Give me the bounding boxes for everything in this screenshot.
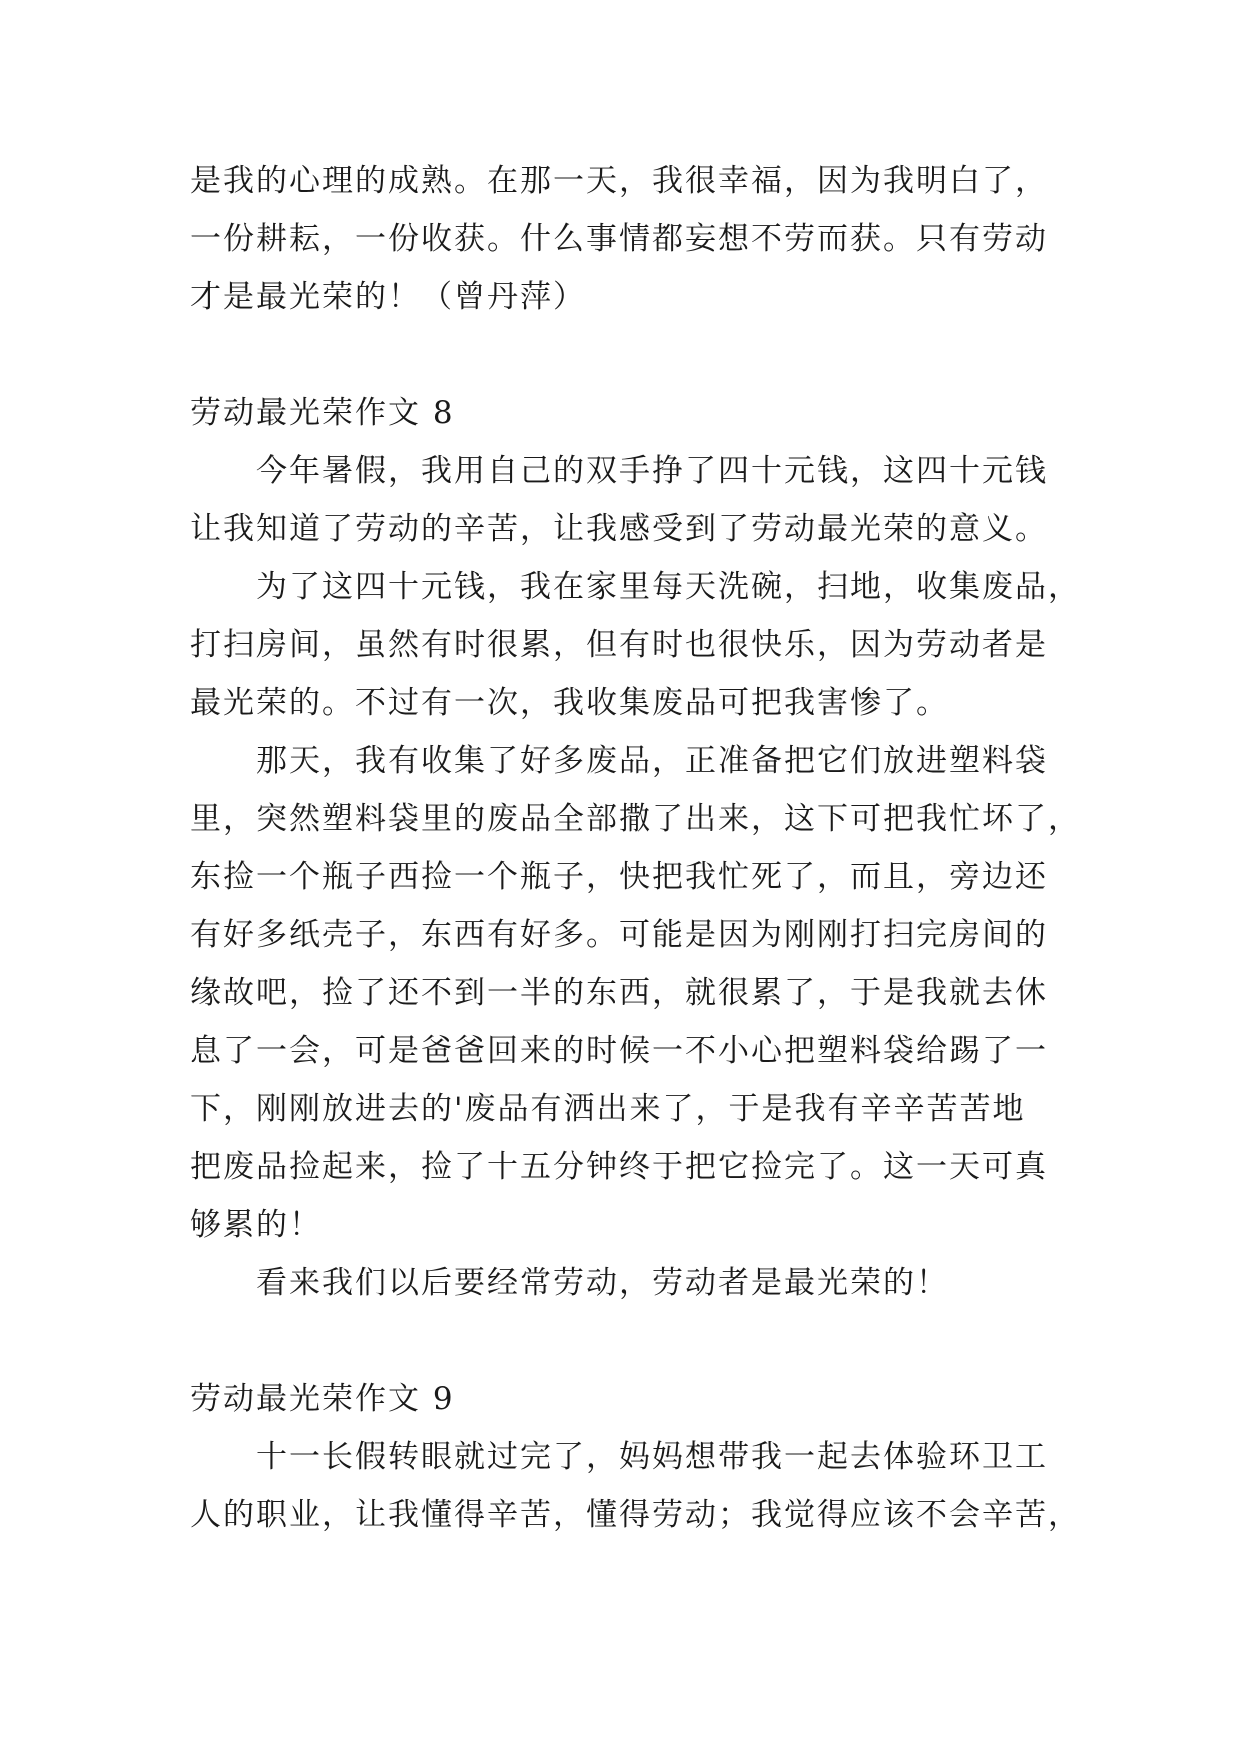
text-line: 下，刚刚放进去的'废品有洒出来了，于是我有辛辛苦苦地 [190,1091,1026,1127]
paragraph-first-line: 那天，我有收集了好多废品，正准备把它们放进塑料袋 [256,743,1048,779]
text-line: 里，突然塑料袋里的废品全部撒了出来，这下可把我忙坏了， [190,801,1081,837]
text-line: 是我的心理的成熟。在那一天，我很幸福，因为我明白了， [190,163,1048,199]
section-gap [190,1312,1070,1370]
text-line: 最光荣的。不过有一次，我收集废品可把我害惨了。 [190,685,949,721]
section-heading: 劳动最光荣作文 8 [190,395,455,431]
paragraph-first-line: 看来我们以后要经常劳动，劳动者是最光荣的！ [256,1265,949,1301]
text-line: 东捡一个瓶子西捡一个瓶子，快把我忙死了，而且，旁边还 [190,859,1048,895]
text-line: 够累的！ [190,1207,322,1243]
text-line: 打扫房间，虽然有时很累，但有时也很快乐，因为劳动者是 [190,627,1048,663]
text-line: 才是最光荣的！（曾丹萍） [190,279,586,315]
text-line: 人的职业，让我懂得辛苦，懂得劳动；我觉得应该不会辛苦， [190,1497,1081,1533]
text-line: 缘故吧，捡了还不到一半的东西，就很累了，于是我就去休 [190,975,1048,1011]
document-page [190,152,1081,1544]
paragraph-first-line: 十一长假转眼就过完了，妈妈想带我一起去体验环卫工 [256,1439,1048,1475]
section-heading: 劳动最光荣作文 9 [190,1381,455,1417]
text-line: 有好多纸壳子，东西有好多。可能是因为刚刚打扫完房间的 [190,917,1048,953]
paragraph-first-line: 今年暑假，我用自己的双手挣了四十元钱，这四十元钱 [256,453,1048,489]
text-line: 一份耕耘，一份收获。什么事情都妄想不劳而获。只有劳动 [190,221,1048,257]
section-gap [190,326,1070,384]
text-line: 让我知道了劳动的辛苦，让我感受到了劳动最光荣的意义。 [190,511,1048,547]
paragraph-first-line: 为了这四十元钱，我在家里每天洗碗，扫地，收集废品， [256,569,1081,605]
text-line: 把废品捡起来，捡了十五分钟终于把它捡完了。这一天可真 [190,1149,1048,1185]
text-line: 息了一会，可是爸爸回来的时候一不小心把塑料袋给踢了一 [190,1033,1048,1069]
